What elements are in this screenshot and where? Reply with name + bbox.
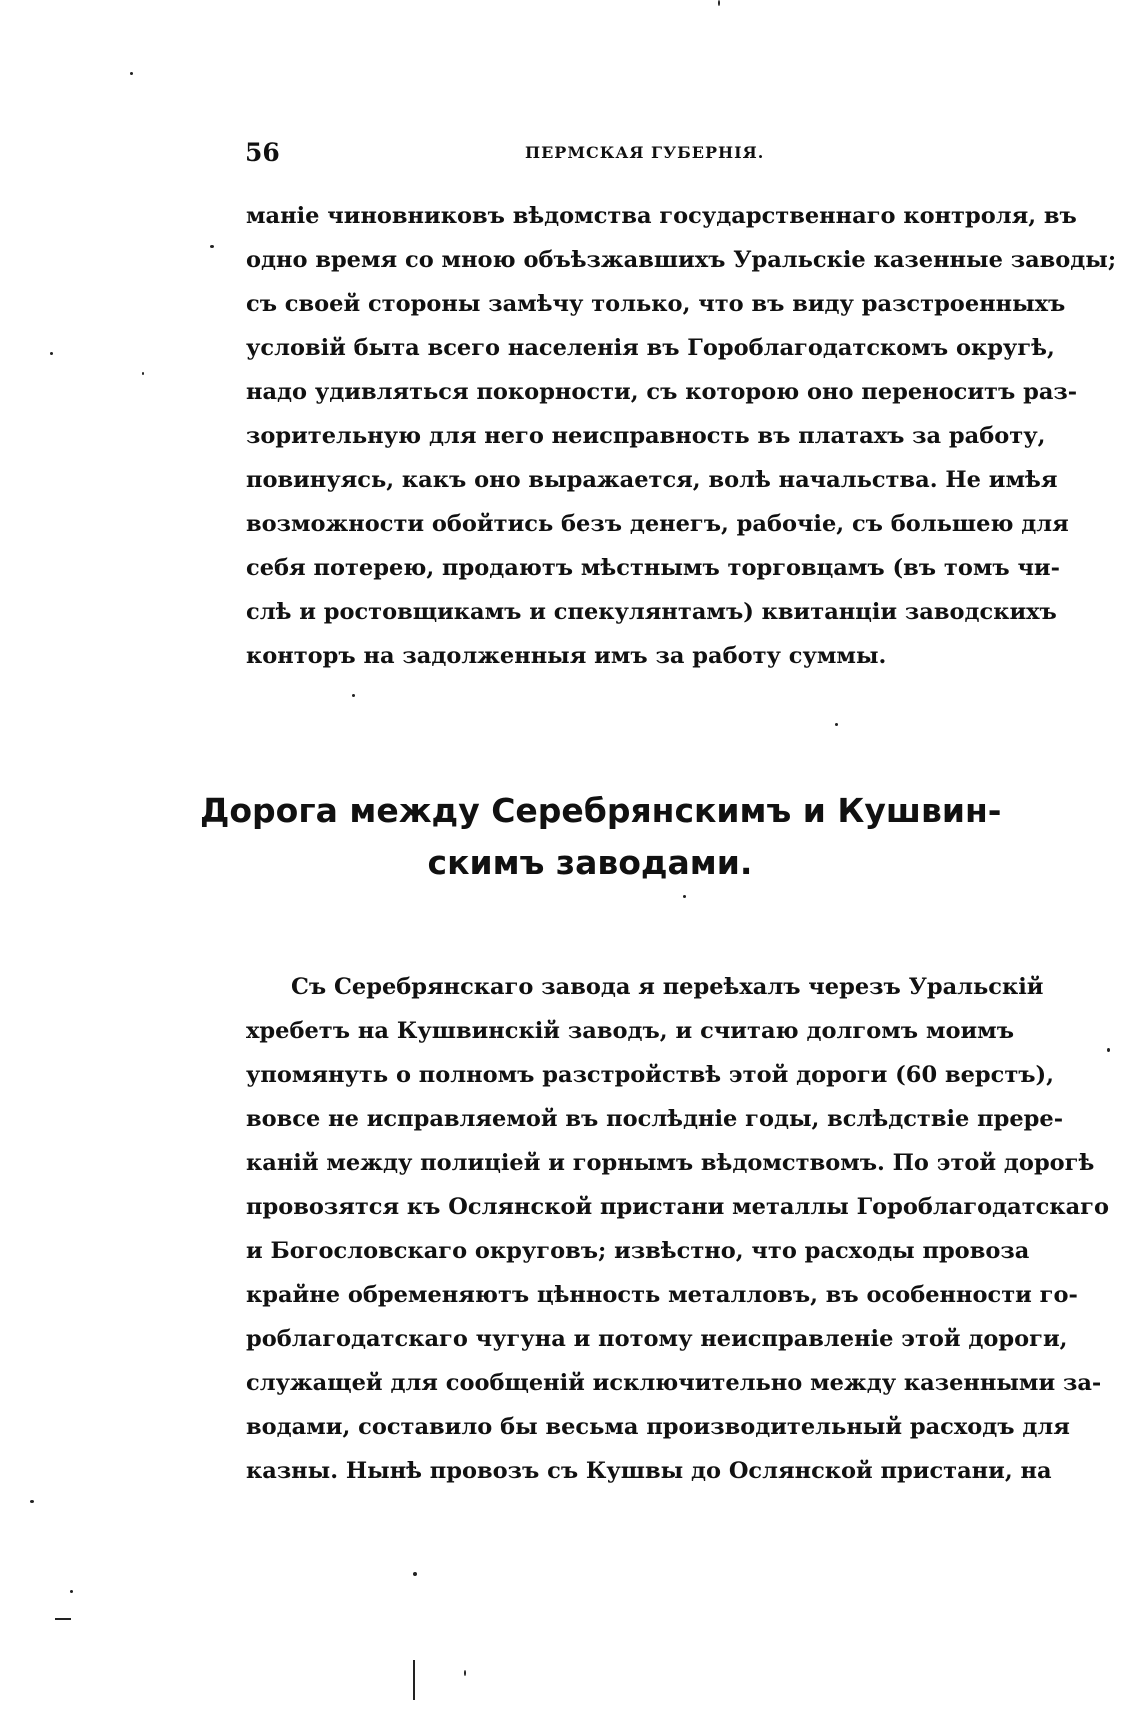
running-title: ПЕРМСКАЯ ГУБЕРНІЯ. <box>525 143 765 162</box>
text-line: провозятся къ Ослянской пристани металлы Гороблагодатскаго <box>246 1194 1109 1220</box>
scan-speck <box>70 1590 73 1593</box>
text-line: и Богословскаго округовъ; извѣстно, что расходы провоза <box>246 1238 1030 1264</box>
text-line: слѣ и ростовщикамъ и спекулянтамъ) квитанціи заводскихъ <box>246 599 1057 625</box>
text-line: съ своей стороны замѣчу только, что въ виду разстроенныхъ <box>246 291 1066 317</box>
text-line: Съ Серебрянскаго завода я переѣхалъ черезъ Уральскій <box>291 974 1044 1000</box>
scan-speck <box>464 1670 466 1676</box>
scan-speck <box>210 245 214 248</box>
text-line: упомянуть о полномъ разстройствѣ этой дороги (60 верстъ), <box>246 1062 1055 1088</box>
scan-speck <box>142 372 144 375</box>
section-heading-line: скимъ заводами. <box>427 843 753 882</box>
text-line: себя потерею, продаютъ мѣстнымъ торговцамъ (въ томъ чи- <box>246 555 1060 581</box>
text-line: условій быта всего населенія въ Гороблагодатскомъ округѣ, <box>246 335 1055 361</box>
text-line: надо удивляться покорности, съ которою оно переноситъ раз- <box>246 379 1078 405</box>
paragraph-continued <box>246 194 1117 678</box>
section-heading-line: Дорога между Серебрянскимъ и Кушвин- <box>200 791 1002 830</box>
text-line: маніе чиновниковъ вѣдомства государственнаго контроля, въ <box>246 203 1077 229</box>
scan-speck <box>718 0 720 6</box>
text-line: повинуясь, какъ оно выражается, волѣ начальства. Не имѣя <box>246 467 1058 493</box>
scan-speck <box>50 352 53 355</box>
text-line: конторъ на задолженныя имъ за работу суммы. <box>246 643 887 669</box>
page-header <box>245 138 1015 174</box>
page-number: 56 <box>245 138 280 167</box>
paragraph-section-body <box>246 965 1109 1493</box>
scan-speck <box>55 1618 71 1620</box>
text-line: каній между полиціей и горнымъ вѣдомствомъ. По этой дорогѣ <box>246 1150 1095 1176</box>
scan-speck <box>413 1572 417 1576</box>
text-line: водами, составило бы весьма производительный расходъ для <box>246 1414 1070 1440</box>
scan-speck <box>1107 1048 1110 1052</box>
scan-speck <box>413 1660 415 1700</box>
text-line: роблагодатскаго чугуна и потому неисправленіе этой дороги, <box>246 1326 1068 1352</box>
scan-speck <box>835 723 838 726</box>
text-line: вовсе не исправляемой въ послѣдніе годы, вслѣдствіе прере- <box>246 1106 1064 1132</box>
text-line: хребетъ на Кушвинскій заводъ, и считаю долгомъ моимъ <box>246 1018 1014 1044</box>
scan-speck <box>30 1500 34 1503</box>
text-line: крайне обременяютъ цѣнность металловъ, въ особенности го- <box>246 1282 1078 1308</box>
scan-speck <box>130 72 133 75</box>
text-line: зорительную для него неисправность въ платахъ за работу, <box>246 423 1046 449</box>
scan-speck <box>683 895 686 898</box>
text-line: служащей для сообщеній исключительно между казенными за- <box>246 1370 1102 1396</box>
text-line: одно время со мною объѣзжавшихъ Уральскіе казенные заводы; <box>246 247 1117 273</box>
text-line: возможности обойтись безъ денегъ, рабочіе, съ большею для <box>246 511 1069 537</box>
scan-speck <box>352 694 355 697</box>
text-line: казны. Нынѣ провозъ съ Кушвы до Ослянской пристани, на <box>246 1458 1052 1484</box>
section-heading <box>200 785 1002 889</box>
